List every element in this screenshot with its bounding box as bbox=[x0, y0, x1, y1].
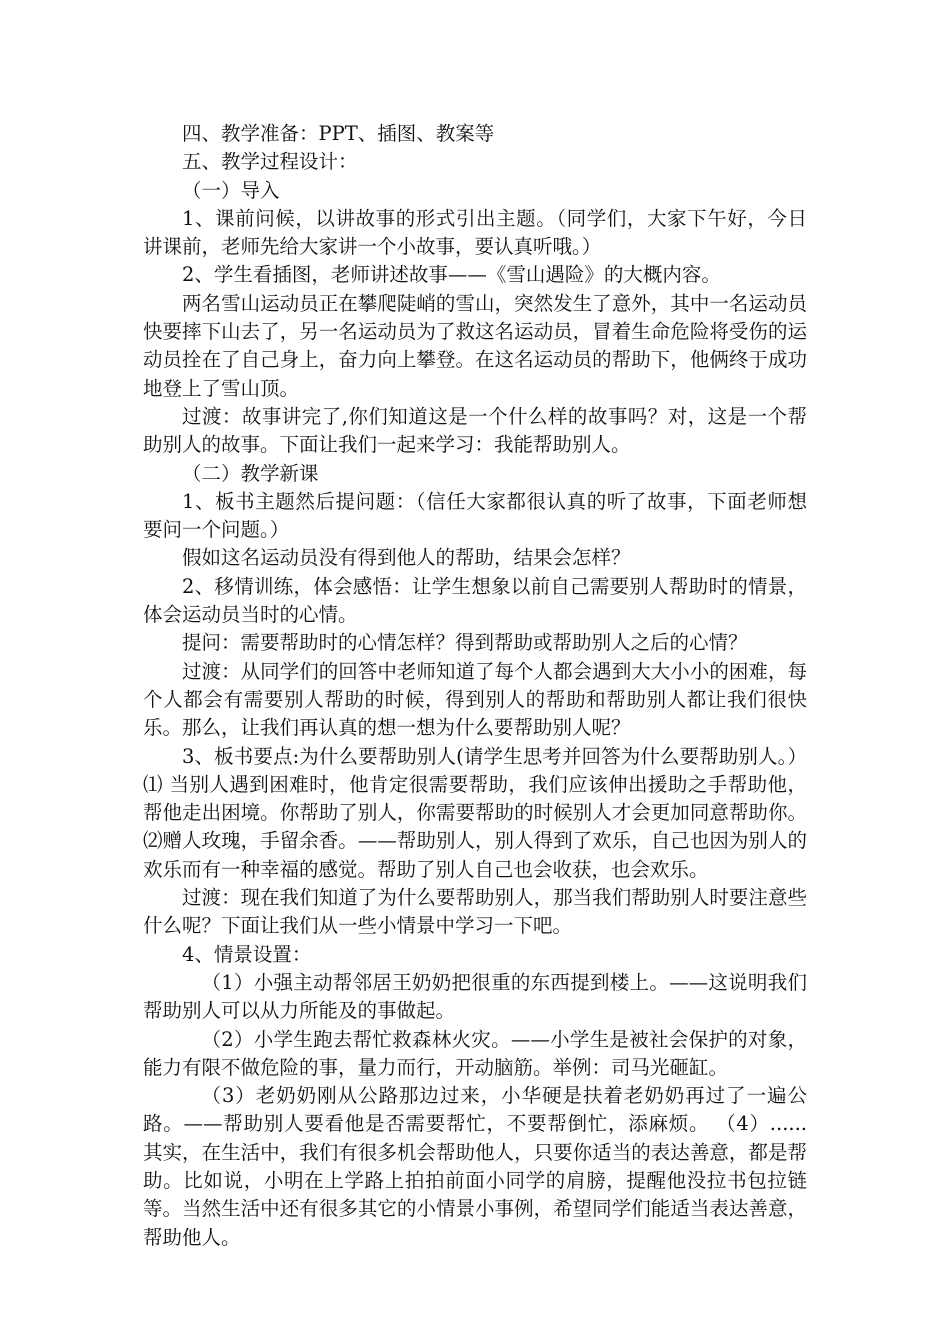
paragraph: 过渡：故事讲完了,你们知道这是一个什么样的故事吗？对，这是一个帮助别人的故事。下面让我们一起来学习：我能帮助别人。 bbox=[143, 404, 807, 457]
paragraph: 提问：需要帮助时的心情怎样？得到帮助或帮助别人之后的心情？ bbox=[182, 631, 748, 655]
section-heading-preparation: 四、教学准备：PPT、插图、教案等 bbox=[182, 122, 495, 145]
paragraph: 2、学生看插图，老师讲述故事——《雪山遇险》的大概内容。 bbox=[182, 263, 721, 287]
paragraph: 2、移情训练，体会感悟：让学生想象以前自己需要别人帮助时的情景，体会运动员当时的心情。 bbox=[143, 574, 807, 627]
subsection-heading-new-lesson: （二）教学新课 bbox=[182, 461, 319, 485]
paragraph: 过渡：从同学们的回答中老师知道了每个人都会遇到大大小小的困难，每个人都会有需要别人帮助的时候，得到别人的帮助和帮助别人都让我们很快乐。那么，让我们再认真的想一想为什么要帮助别人呢？ bbox=[143, 659, 807, 740]
paragraph: 4、情景设置： bbox=[182, 942, 312, 966]
paragraph: 两名雪山运动员正在攀爬陡峭的雪山，突然发生了意外，其中一名运动员快要摔下山去了，另一名运动员为了救这名运动员，冒着生命危险将受伤的运动员拴在了自己身上，奋力向上攀登。在这名运动员的帮助下，他俩终于成功地登上了雪山顶。 bbox=[143, 291, 807, 400]
scenario-item: （1）小强主动帮邻居王奶奶把很重的东西提到楼上。——这说明我们帮助别人可以从力所能及的事做起。 bbox=[143, 970, 807, 1023]
paragraph: 3、板书要点:为什么要帮助别人(请学生思考并回答为什么要帮助别人。） ⑴ 当别人遇到困难时，他肯定很需要帮助，我们应该伸出援助之手帮助他，帮他走出困境。你帮助了别人，你需要帮助的时候别人才会更加同意帮助你。 ⑵赠人玫瑰，手留余香。——帮助别人，别人得到了欢乐，自己也因为别人的欢乐而有一种幸福的感觉。帮助了别人自己也会收获，也会欢乐。 bbox=[143, 744, 814, 881]
scenario-item: （3）老奶奶刚从公路那边过来，小华硬是扶着老奶奶再过了一遍公路。——帮助别人要看他是否需要帮忙，不要帮倒忙，添麻烦。 （4）...... 其实，在生活中，我们有很多机会帮助他人，只要你适当的表达善意，都是帮助。比如说，小明在上学路上拍拍前面小同学的肩膀，提醒他没拉书包拉链等。当然生活中还有很多其它的小情景小事例，希望同学们能适当表达善意，帮助他人。 bbox=[143, 1084, 814, 1249]
paragraph: 1、课前问候，以讲故事的形式引出主题。（同学们，大家下午好，今日讲课前，老师先给大家讲一个小故事，要认真听哦。） bbox=[143, 206, 807, 259]
section-heading-process: 五、教学过程设计： bbox=[182, 150, 358, 174]
paragraph: 过渡：现在我们知道了为什么要帮助别人，那当我们帮助别人时要注意些什么呢？下面让我们从一些小情景中学习一下吧。 bbox=[143, 886, 807, 938]
subsection-heading-intro: （一）导入 bbox=[182, 178, 280, 202]
scenario-item: （2）小学生跑去帮忙救森林火灾。——小学生是被社会保护的对象，能力有限不做危险的事，量力而行，开动脑筋。举例：司马光砸缸。 bbox=[143, 1027, 807, 1079]
paragraph: 1、板书主题然后提问题：（信任大家都很认真的听了故事，下面老师想要问一个问题。） bbox=[143, 489, 807, 542]
document-body bbox=[143, 120, 814, 1252]
paragraph: 假如这名运动员没有得到他人的帮助，结果会怎样？ bbox=[182, 546, 631, 570]
